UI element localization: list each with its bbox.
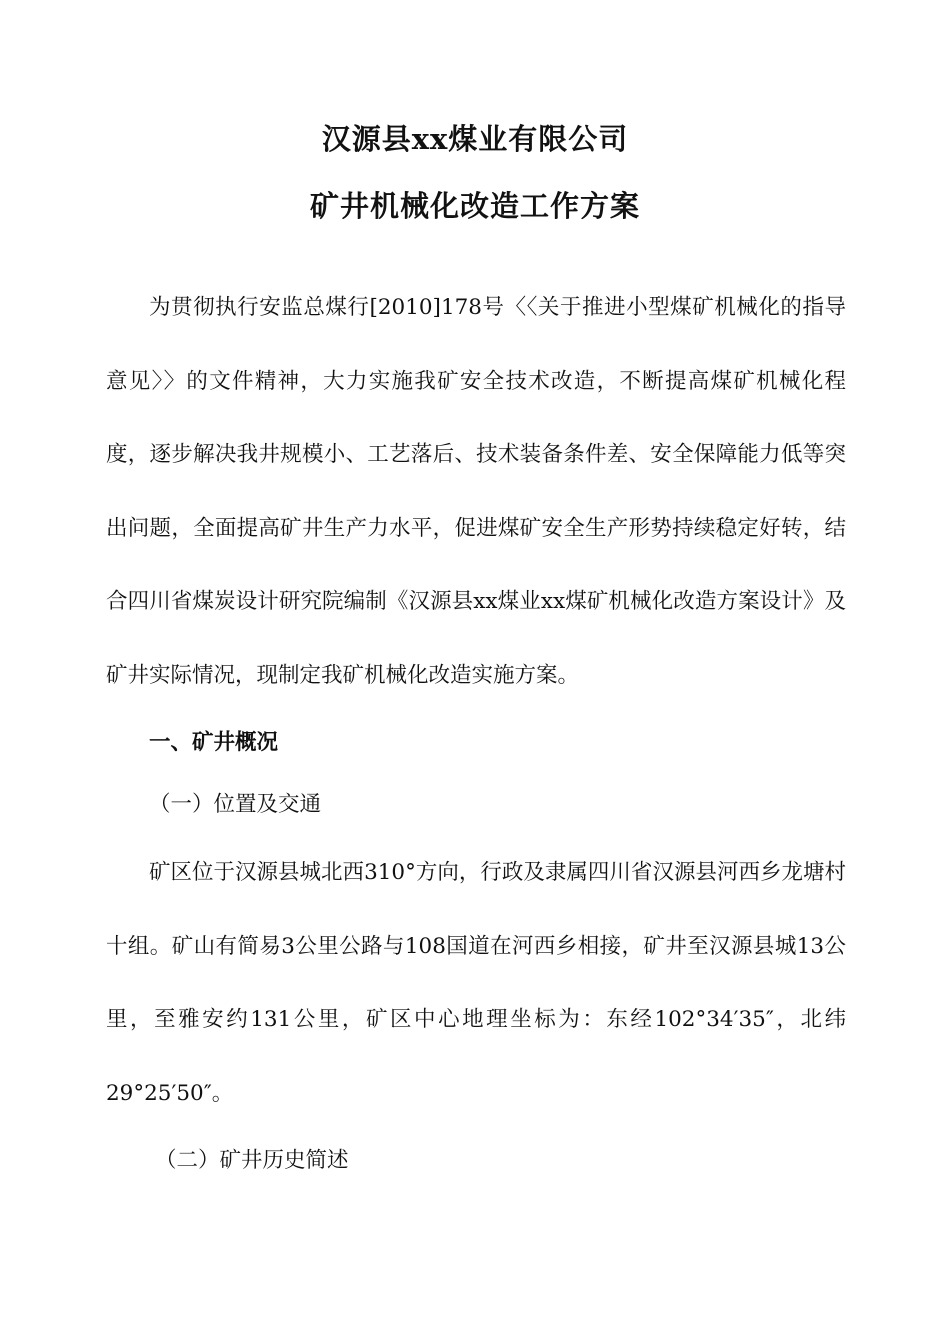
location-paragraph: 矿区位于汉源县城北西310°方向，行政及隶属四川省汉源县河西乡龙塘村十组。矿山有简易3公里公路与108国道在河西乡相接，矿井至汉源县城13公里，至雅安约131公里，矿区中心地理坐标为：东经102°34′35″，北纬29°25′50″。	[106, 860, 846, 1106]
subsection-heading-location: （一）位置及交通	[149, 792, 322, 817]
document-title-line1: 汉源县xx煤业有限公司	[321, 122, 629, 156]
intro-paragraph: 为贯彻执行安监总煤行[2010]178号〈〈关于推进小型煤矿机械化的指导意见〉〉的文件精神，大力实施我矿安全技术改造，不断提高煤矿机械化程度，逐步解决我井规模小、工艺落后、技术装备条件差、安全保障能力低等突出问题，全面提高矿井生产力水平，促进煤矿安全生产形势持续稳定好转，结合四川省煤炭设计研究院编制《汉源县xx煤业xx煤矿机械化改造方案设计》及矿井实际情况，现制定我矿机械化改造实施方案。	[106, 295, 846, 688]
section-heading-mine-overview: 一、矿井概况	[149, 730, 279, 755]
subsection-heading-history: （二）矿井历史简述	[155, 1148, 349, 1173]
document-title-line2: 矿井机械化改造工作方案	[309, 189, 640, 223]
